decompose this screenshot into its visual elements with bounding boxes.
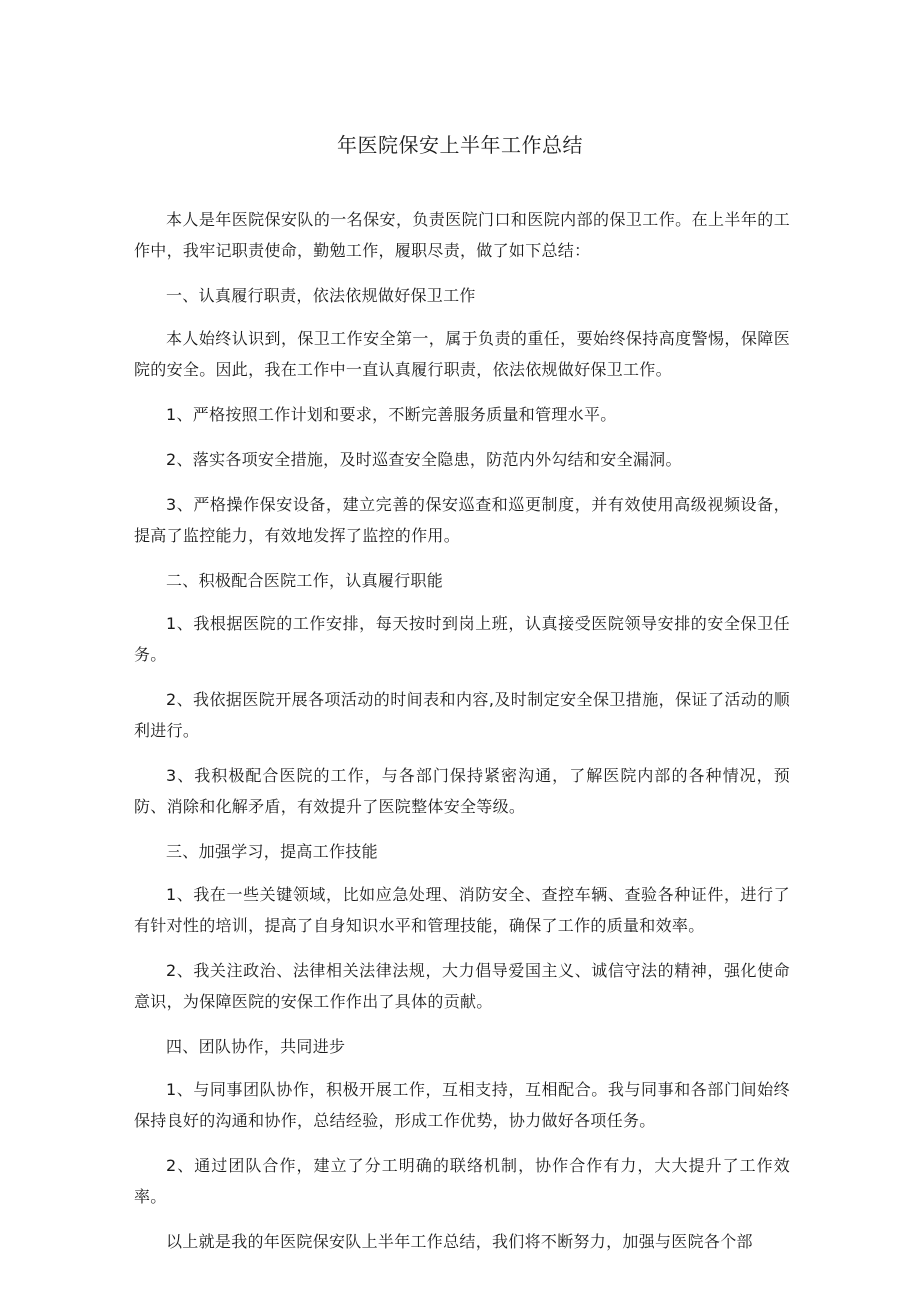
- list-item: 2、落实各项安全措施，及时巡查安全隐患，防范内外勾结和安全漏洞。: [166, 450, 682, 469]
- list-item: 3、严格操作保安设备，建立完善的保安巡查和巡更制度，并有效使用高级视频设备，提高了监控能力，有效地发挥了监控的作用。: [134, 495, 790, 545]
- closing-paragraph: 以上就是我的年医院保安队上半年工作总结，我们将不断努力，加强与医院各个部: [166, 1232, 753, 1251]
- list-item: 2、我关注政治、法律相关法律法规，大力倡导爱国主义、诚信守法的精神，强化使命意识，为保障医院的安保工作作出了具体的贡献。: [134, 961, 790, 1011]
- body-paragraph: 本人始终认识到，保卫工作安全第一，属于负责的重任，要始终保持高度警惕，保障医院的安全。因此，我在工作中一直认真履行职责，依法依规做好保卫工作。: [134, 329, 790, 379]
- list-item: 1、与同事团队协作，积极开展工作，互相支持，互相配合。我与同事和各部门间始终保持良好的沟通和协作，总结经验，形成工作优势，协力做好各项任务。: [134, 1080, 790, 1130]
- section-heading-1: 一、认真履行职责，依法依规做好保卫工作: [166, 286, 476, 305]
- list-item: 1、严格按照工作计划和要求，不断完善服务质量和管理水平。: [166, 405, 617, 424]
- list-item: 2、我依据医院开展各项活动的时间表和内容,及时制定安全保卫措施，保证了活动的顺利进行。: [134, 690, 790, 740]
- section-heading-4: 四、团队协作，共同进步: [166, 1037, 346, 1056]
- list-item: 1、我在一些关键领域，比如应急处理、消防安全、查控车辆、查验各种证件，进行了有针对性的培训，提高了自身知识水平和管理技能，确保了工作的质量和效率。: [134, 885, 790, 935]
- document-body: [134, 204, 790, 1271]
- intro-paragraph: 本人是年医院保安队的一名保安，负责医院门口和医院内部的保卫工作。在上半年的工作中，我牢记职责使命，勤勉工作，履职尽责，做了如下总结：: [134, 210, 790, 260]
- list-item: 3、我积极配合医院的工作，与各部门保持紧密沟通，了解医院内部的各种情况，预防、消除和化解矛盾，有效提升了医院整体安全等级。: [134, 766, 790, 816]
- document-title: 年医院保安上半年工作总结: [337, 133, 583, 157]
- list-item: 1、我根据医院的工作安排，每天按时到岗上班，认真接受医院领导安排的安全保卫任务。: [134, 614, 790, 664]
- list-item: 2、通过团队合作，建立了分工明确的联络机制，协作合作有力，大大提升了工作效率。: [134, 1156, 790, 1206]
- section-heading-2: 二、积极配合医院工作，认真履行职能: [166, 571, 444, 590]
- section-heading-3: 三、加强学习，提高工作技能: [166, 842, 378, 861]
